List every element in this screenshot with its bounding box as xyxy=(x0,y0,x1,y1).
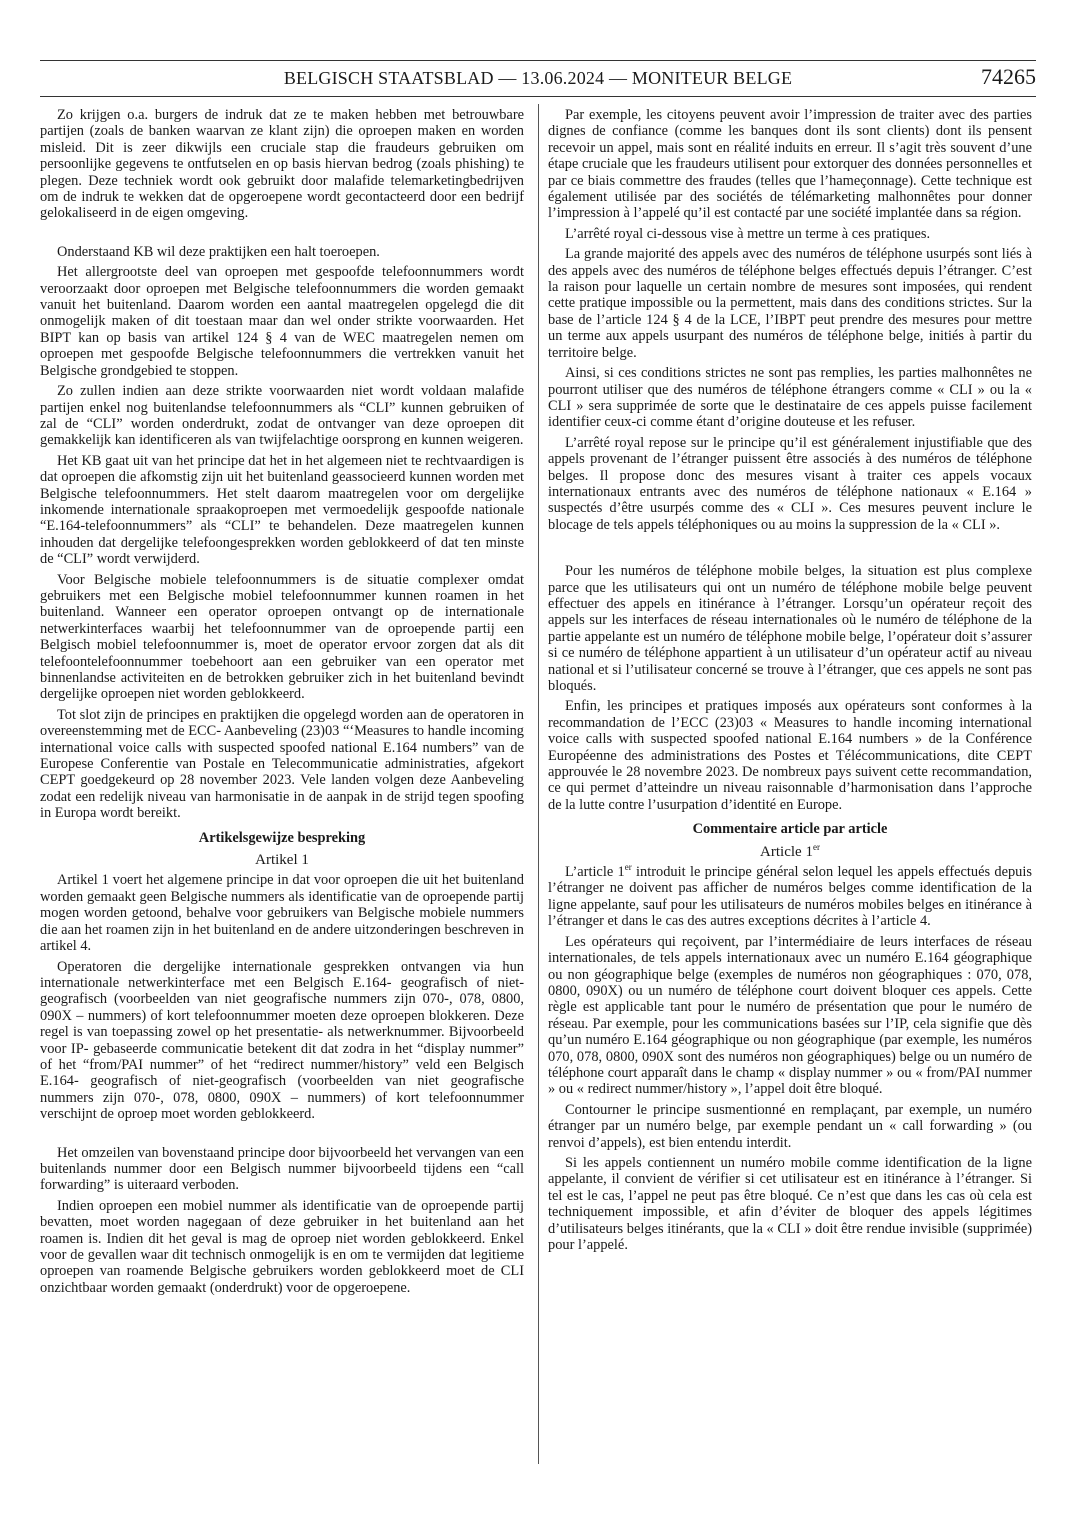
paragraph: Operatoren die dergelijke internationale gesprekken ontvangen via hun internationale netwerkinterface met een Belgisch E.164- geografisch of niet-geografisch (voorbeelden van niet geografische nummers zijn 070-, 078, 0800, 090X – nummers) of kort telefoonnummer moeten deze oproepen blokkeren. Deze regel is van toepassing zowel op het presentatie- als netwerknummer. Bijvoorbeeld voor IP- gebaseerde communicatie betekent dit dat zodra in het “display nummer” of het “from/PAI nummer” of het “redirect nummer/history” veld een Belgisch E.164- geografisch of niet-geografisch (voorbeelden van niet geografische nummers zijn 070-, 078, 0800, 090X – nummers) of kort telefoonnummer verschijnt de oproep moet worden geblokkeerd. xyxy=(40,958,524,1123)
article-heading xyxy=(548,841,1032,860)
paragraph: Les opérateurs qui reçoivent, par l’intermédiaire de leurs interfaces de réseau internationales, de tels appels internationaux avec un numéro E.164 géographique ou non géographique belge (exemples de numéros non géographiques : 070, 078, 0800, 090X) ou un numéro de téléphone court doivent bloquer ces appels. Cette règle est applicable tant pour le numéro de présentation que pour le numéro de réseau. Par exemple, pour les communications basées sur l’IP, cela signifie que dès qu’un numéro E.164 géographique ou non géographique (par exemple, les numéros 070, 078, 0800, 090X sont des numéros non géographiques) belge ou un numéro de téléphone court apparaît dans le champ « display nummer » ou « from/PAI nummer » ou « redirect nummer/history », l’appel doit être bloqué. xyxy=(548,933,1032,1098)
paragraph-rest: introduit le principe général selon lequel les appels effectués depuis l’étranger ne doivent pas afficher de numéros belges comme identification de la ligne appelante, sauf pour les utilisateurs de numéros mobiles belges en itinérance à l’étranger et dans le cas des autres exceptions décrites à l’article 4. xyxy=(548,864,1032,930)
french-column xyxy=(548,107,1032,1257)
ordinal-superscript: er xyxy=(624,862,632,873)
page-number: 74265 xyxy=(981,64,1036,89)
paragraph: Artikel 1 voert het algemene principe in dat voor oproepen die uit het buitenland worden gemaakt geen Belgische nummers als identificatie van de oproepende partij mogen worden getoond, behalve voor gebruikers van Belgische mobiele nummers die aan het roamen zijn in het buitenland en de andere uitzonderingen beschreven in artikel 4. xyxy=(40,872,524,955)
section-heading: Artikelsgewijze bespreking xyxy=(198,829,366,846)
paragraph: Indien oproepen een mobiel nummer als identificatie van de oproepende partij bevatten, moet worden nagegaan of deze gebruiker in het buitenland aan het roamen is. Indien dit het geval is mag de oproep niet worden geblokkeerd. Enkel voor de gevallen waar dit technisch onmogelijk is en om te vermijden dat legitieme oproepen van roamende Belgische gebruikers worden geblokkeerd moet de CLI onzichtbaar worden gemaakt (onderdrukt) voor de opgeroepene. xyxy=(40,1197,524,1296)
paragraph: Ainsi, si ces conditions strictes ne sont pas remplies, les parties malhonnêtes ne pourront utiliser que des numéros de téléphone étrangers comme « CLI » ou la « CLI » sera supprimée de sorte que le destinataire de ces appels puisse facilement identifier ceux-ci comme étant d’origine douteuse et les refuser. xyxy=(548,365,1032,431)
article-superscript: er xyxy=(812,841,820,852)
paragraph: Par exemple, les citoyens peuvent avoir l’impression de traiter avec des parties dignes de confiance (comme les banques dont ils sont clients) dont ils pensent recevoir un appel, mais sont en réalité induits en erreur. Il s’agit très souvent d’une étape cruciale que les fraudeurs utilisent pour extorquer des données personnelles et par ce biais commettre des fraudes (telles que l’hameçonnage). Cette technique est également utilisée par des sociétés de télémarketing malhonnêtes pour donner l’impression à l’appelé qu’il est contacté par une société implantée dans sa région. xyxy=(548,107,1032,222)
top-rule xyxy=(40,60,1036,61)
header-rule xyxy=(40,96,1036,97)
paragraph: Enfin, les principes et pratiques imposés aux opérateurs sont conformes à la recommandation de l’ECC (23)03 « Measures to handle incoming international voice calls with suspected spoofed national E.164 numbers » de la Conférence Européenne des administrations des Postes et Télécommunications, dite CEPT approuvée le 28 novembre 2023. De nombreux pays suivent cette recommandation, ce qui permet d’atteindre un niveau raisonnable d’harmonisation dans l’approche de la lutte contre l’usurpation d’identité en Europe. xyxy=(548,698,1032,813)
article-heading: Artikel 1 xyxy=(255,852,309,869)
paragraph: Si les appels contiennent un numéro mobile comme identification de la ligne appelante, il convient de vérifier si cet utilisateur est en itinérance à l’étranger. Si tel est le cas, l’appel ne peut pas être bloqué. Ce n’est que dans les cas où cela est techniquement impossible, et afin d’éviter de bloquer des appels légitimes d’utilisateurs belges itinérants, que la « CLI » doit être rendue invisible (supprimée) pour l’appelé. xyxy=(548,1154,1032,1253)
paragraph: L’arrêté royal ci-dessous vise à mettre un terme à ces pratiques. xyxy=(565,225,931,242)
gazette-title: BELGISCH STAATSBLAD — 13.06.2024 — MONITEUR BELGE xyxy=(283,68,793,88)
page-header xyxy=(40,64,1036,94)
section-heading: Commentaire article par article xyxy=(692,821,888,838)
paragraph: Contourner le principe susmentionné en remplaçant, par exemple, un numéro étranger par un numéro belge, par exemple pendant un « call forwarding » (ou renvoi d’appels), est bien entendu interdit. xyxy=(548,1101,1032,1151)
paragraph: Het omzeilen van bovenstaand principe door bijvoorbeeld het vervangen van een buitenlands nummer door een Belgisch nummer bijvoorbeeld tijdens een “call forwarding” is uiteraard verboden. xyxy=(40,1144,524,1194)
dutch-column xyxy=(40,107,524,1300)
column-divider xyxy=(538,104,539,1464)
paragraph xyxy=(548,864,1032,930)
paragraph: Pour les numéros de téléphone mobile belges, la situation est plus complexe parce que les utilisateurs qui ont un numéro de téléphone mobile belge peuvent effectuer des appels en itinérance à l’étranger. Lorsqu’un opérateur reçoit des appels sur les interfaces de réseau internationales où le numéro de téléphone de la partie appelante est un numéro de téléphone mobile belge, l’opérateur doit s’assurer si ce numéro de téléphone appartient à un utilisateur d’un opérateur actif au niveau national et si l’utilisateur concerné se trouve à l’étranger, que ces appels ne sont pas bloqués. xyxy=(548,563,1032,694)
paragraph-start: L’article 1 xyxy=(565,864,625,881)
paragraph: Onderstaand KB wil deze praktijken een halt toeroepen. xyxy=(57,243,380,260)
paragraph: Zo zullen indien aan deze strikte voorwaarden niet wordt voldaan malafide partijen enkel nog buitenlandse telefoonnummers als “CLI” kunnen gebruiken of zal de “CLI” worden onderdrukt, zodat de ontvanger van deze oproepen dit gemakkelijk kan identificeren als van twijfelachtige oorsprong en kunnen weigeren. xyxy=(40,383,524,449)
paragraph: L’arrêté royal repose sur le principe qu’il est généralement injustifiable que des appels provenant de l’étranger puissent être associés à des numéros de téléphone belges. Il propose donc des mesures visant à traiter ces appels vocaux internationaux entrants avec des numéros de téléphone nationaux « E.164 » suspectés d’être usurpés comme des « CLI ». Ces mesures peuvent inclure le blocage de tels appels téléphoniques ou au moins la suppression de la « CLI ». xyxy=(548,434,1032,533)
paragraph: Het allergrootste deel van oproepen met gespoofde telefoonnummers wordt veroorzaakt door oproepen met Belgische telefoonnummers die worden gemaakt vanuit het buitenland. Daarom worden een aantal maatregelen opgelegd die dit onmogelijk maken of dit toestaan maar dan wel onder strikte voorwaarden. Het BIPT kan op basis van artikel 124 § 4 van de WEC maatregelen nemen om oproepen met gespoofde Belgische telefoonnummers die vertrekken vanuit het Belgische grondgebied te stoppen. xyxy=(40,264,524,379)
paragraph: Voor Belgische mobiele telefoonnummers is de situatie complexer omdat gebruikers met een Belgische mobiel telefoonnummer kunnen roamen in het buitenland. Wanneer een operator oproepen ontvangt op de internationale netwerkinterfaces waarbij het telefoonnummer van de oproepende partij een Belgisch mobiel telefoonnummer is, moet de operator ervoor zorgen dat als dit telefoontelefoonnummer toebehoort aan een gebruiker van een operator met binnenlandse activiteiten en de betrokken gebruiker zich in het buitenland bevindt dergelijke oproepen niet worden geblokkeerd. xyxy=(40,571,524,703)
paragraph: Zo krijgen o.a. burgers de indruk dat ze te maken hebben met betrouwbare partijen (zoals de banken waarvan ze klant zijn) die oproepen maken en worden misleid. Dit is zeer dikwijls een cruciale stap die fraudeurs gebruiken om persoonlijke gegevens te ontfutselen en op basis hiervan bedrog (zoals phishing) te plegen. Deze techniek wordt ook gebruikt door malafide telemarketingbedrijven om de indruk te wekken dat de opgeroepene wordt gecontacteerd door een bedrijf gelokaliseerd in de eigen omgeving. xyxy=(40,107,524,222)
paragraph: Het KB gaat uit van het principe dat het in het algemeen niet te rechtvaardigen is dat oproepen die afkomstig zijn uit het buitenland geassocieerd kunnen worden met Belgische telefoonnummers. Het stelt daarom maatregelen voor om dergelijke inkomende internationale spraakoproepen met vermoedelijk gespoofde nationale “E.164-telefoonnummers” als “CLI” te behandelen. Deze maatregelen kunnen inhouden dat dergelijke telefoongesprekken worden geblokkeerd of dat ten minste de “CLI” wordt verwijderd. xyxy=(40,452,524,568)
paragraph: La grande majorité des appels avec des numéros de téléphone usurpés sont liés à des appels avec des numéros de téléphone belges effectués depuis l’étranger. C’est la raison pour laquelle un certain nombre de mesures sont imposées, qui rendent cette pratique impossible ou la permettent, mais dans des conditions strictes. Sur la base de l’article 124 § 4 de la LCE, l’IBPT peut prendre des mesures pour mettre un terme aux appels usurpant des numéros de téléphone belge, initiés à partir du territoire belge. xyxy=(548,246,1032,361)
article-heading-text: Article 1 xyxy=(760,843,813,860)
paragraph: Tot slot zijn de principes en praktijken die opgelegd worden aan de operatoren in overeenstemming met de ECC- Aanbeveling (23)03 “‘Measures to handle incoming international voice calls with suspected spoofed national E.164 numbers” van de Europese Conferentie van Postale en Telecommunicatie administraties, afgekort CEPT goedgekeurd op 28 november 2023. Vele landen volgen deze Aanbeveling zodat een redelijk niveau van harmonisatie in de aanpak in de strijd tegen spoofing in Europa wordt bereikt. xyxy=(40,706,524,822)
